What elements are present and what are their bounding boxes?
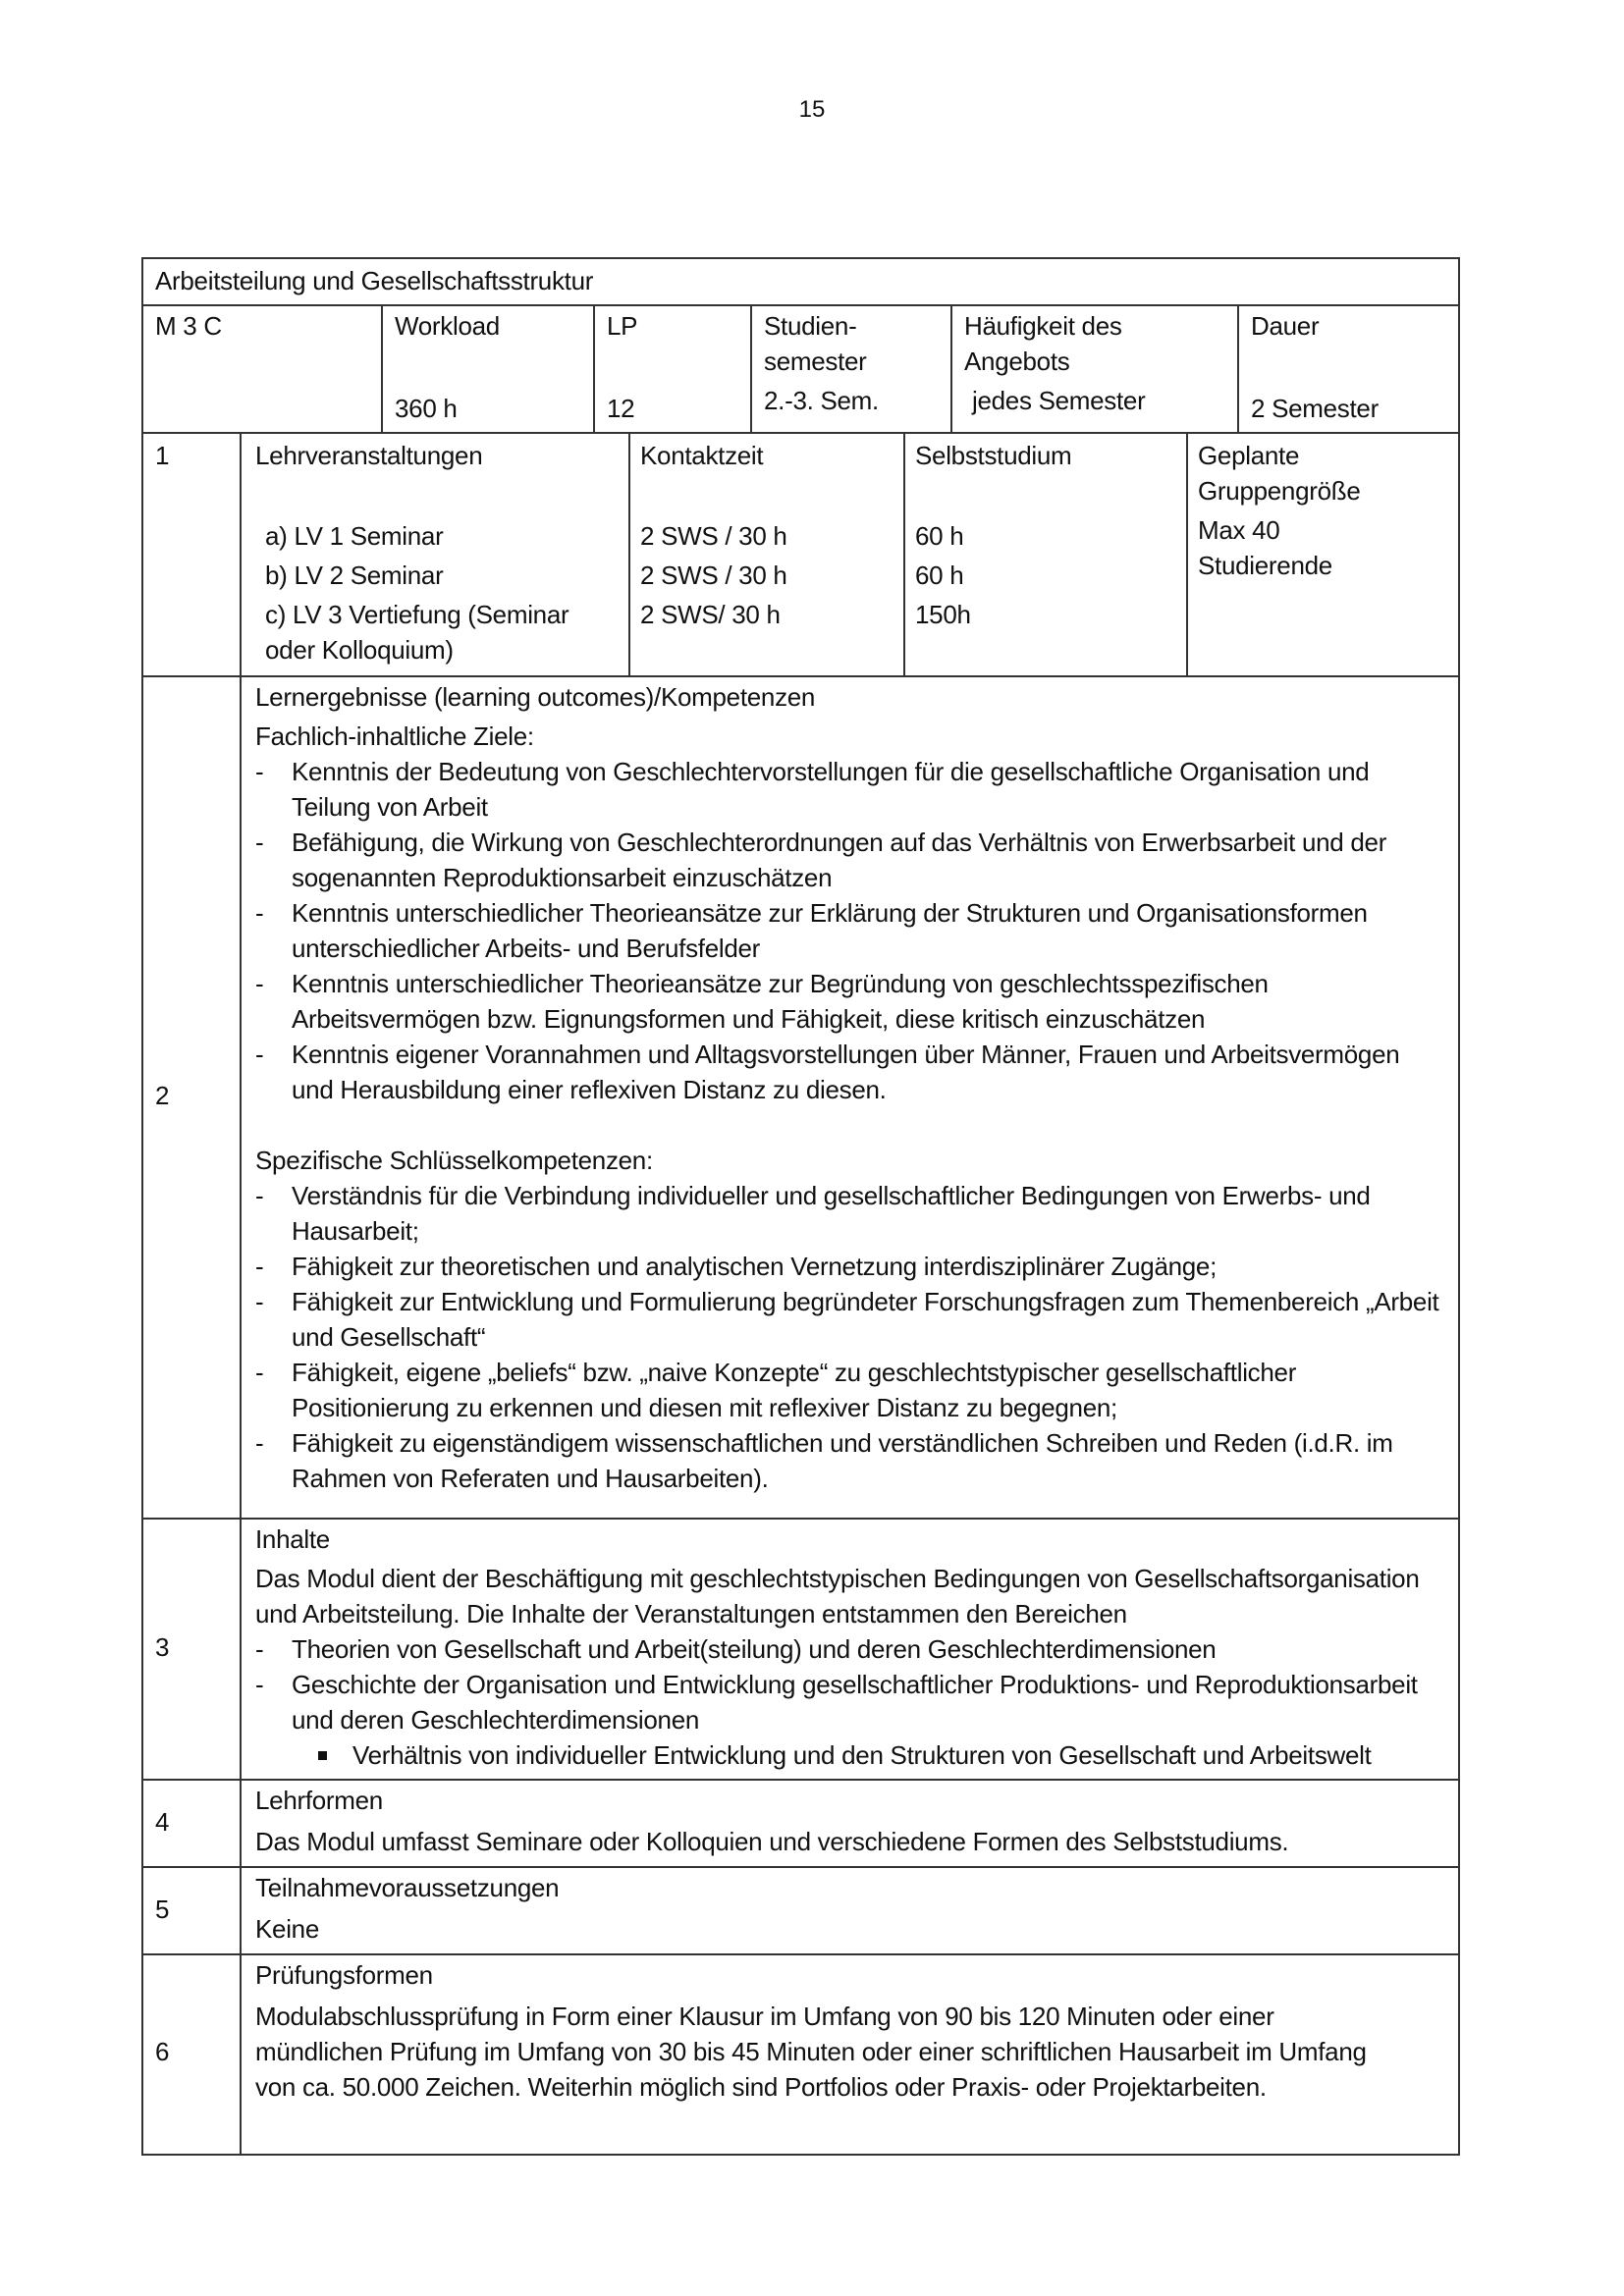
course-item: b) LV 2 Seminar: [265, 561, 444, 590]
section-number: 1: [155, 441, 170, 470]
lp-value: 12: [607, 394, 635, 423]
table-divider: [903, 432, 905, 675]
list-item: - Geschichte der Organisation und Entwicklung gesellschaftlicher Produktions- und Reproduktionsarbeit und deren Geschlechterdimensionen: [255, 1667, 1420, 1737]
section-heading: Lehrformen: [255, 1786, 383, 1815]
course-item: c) LV 3 Vertiefung (Seminar: [265, 600, 569, 629]
table-border: [1458, 257, 1460, 2156]
section-number: 3: [155, 1632, 170, 1662]
contact-label: Kontaktzeit: [640, 441, 764, 470]
semester-value: 2.-3. Sem.: [764, 386, 879, 415]
self-study-label: Selbststudium: [915, 441, 1072, 470]
subheading: Fachlich-inhaltliche Ziele:: [255, 721, 534, 751]
module-table: [141, 257, 1460, 2156]
paragraph: von ca. 50.000 Zeichen. Weiterhin möglich sind Portfolios oder Praxis- oder Projektarbeiten.: [255, 2072, 1267, 2102]
group-size-value: Studierende: [1198, 551, 1332, 580]
paragraph: mündlichen Prüfung im Umfang von 30 bis 45 Minuten oder einer schriftlichen Hausarbeit im Umfang: [255, 2037, 1367, 2066]
table-divider: [240, 432, 242, 2156]
section-number: 5: [155, 1895, 170, 1924]
list-item: - Kenntnis unterschiedlicher Theorieansätze zur Erklärung der Strukturen und Organisationsformen unterschiedlicher Arbeits- und Berufsfelder: [255, 895, 1438, 966]
paragraph: Modulabschlussprüfung in Form einer Klausur im Umfang von 90 bis 120 Minuten oder einer: [255, 2002, 1274, 2031]
table-border: [141, 257, 143, 2156]
contents: [255, 1522, 1420, 1773]
frequency-value: jedes Semester: [972, 386, 1146, 415]
table-divider: [141, 675, 1460, 677]
table-divider: [141, 1779, 1460, 1781]
list-item: - Fähigkeit zur Entwicklung und Formulierung begründeter Forschungsfragen zum Themenbereich „Arbeit und Gesellschaft“: [255, 1284, 1438, 1355]
course-item: a) LV 1 Seminar: [265, 521, 444, 551]
contact-value: 2 SWS/ 30 h: [640, 600, 781, 629]
list-item: - Fähigkeit zu eigenständigem wissenschaftlichen und verständlichen Schreiben und Reden (i.d.R. im Rahmen von Referaten und Hausarbeiten).: [255, 1425, 1438, 1496]
table-divider: [750, 304, 752, 432]
table-divider: [141, 304, 1460, 306]
contact-value: 2 SWS / 30 h: [640, 521, 787, 551]
paragraph: und Arbeitsteilung. Die Inhalte der Veranstaltungen entstammen den Bereichen: [255, 1599, 1127, 1629]
contact-value: 2 SWS / 30 h: [640, 561, 787, 590]
duration-value: 2 Semester: [1251, 394, 1379, 423]
group-size-value: Max 40: [1198, 515, 1280, 545]
list-item: - Befähigung, die Wirkung von Geschlechterordnungen auf das Verhältnis von Erwerbsarbeit und der sogenannten Reproduktionsarbeit einzuschätzen: [255, 825, 1438, 895]
lp-label: LP: [607, 311, 638, 341]
table-border: [141, 2154, 1460, 2156]
section-number: 6: [155, 2037, 170, 2066]
self-study-value: 60 h: [915, 561, 964, 590]
section-heading: Teilnahmevoraussetzungen: [255, 1873, 560, 1902]
list-item: - Kenntnis der Bedeutung von Geschlechtervorstellungen für die gesellschaftliche Organisation und Teilung von Arbeit: [255, 754, 1438, 825]
table-divider: [141, 1866, 1460, 1868]
frequency-label: Häufigkeit des: [964, 311, 1122, 341]
table-divider: [593, 304, 595, 432]
workload-label: Workload: [395, 311, 500, 341]
section-heading: Prüfungsformen: [255, 1960, 433, 1990]
table-divider: [628, 432, 630, 675]
list-item: - Fähigkeit, eigene „beliefs“ bzw. „naive Konzepte“ zu geschlechtstypischer gesellschaftlicher Positionierung zu erkennen und diesen mit reflexiver Distanz zu begegnen;: [255, 1355, 1438, 1425]
exam-forms: [255, 1957, 1367, 2105]
table-divider: [1237, 304, 1239, 432]
table-border: [141, 257, 1460, 259]
table-divider: [141, 1953, 1460, 1955]
duration-label: Dauer: [1251, 311, 1320, 341]
module-title: Arbeitsteilung und Gesellschaftsstruktur: [155, 266, 594, 295]
list-item: - Kenntnis eigener Vorannahmen und Alltagsvorstellungen über Männer, Frauen und Arbeitsvermögen und Herausbildung einer reflexiven Distanz zu diesen.: [255, 1037, 1438, 1107]
paragraph: Das Modul dient der Beschäftigung mit geschlechtstypischen Bedingungen von Gesellschaftsorganisation: [255, 1564, 1420, 1593]
table-divider: [141, 1518, 1460, 1520]
list-item: - Kenntnis unterschiedlicher Theorieansätze zur Begründung von geschlechtsspezifischen Arbeitsvermögen bzw. Eignungsformen und Fähigkeit, diese kritisch einzuschätzen: [255, 966, 1438, 1037]
section-heading: Lernergebnisse (learning outcomes)/Kompetenzen: [255, 682, 816, 712]
course-item: oder Kolloquium): [265, 635, 454, 665]
table-divider: [141, 432, 1460, 434]
self-study-value: 60 h: [915, 521, 964, 551]
table-divider: [950, 304, 952, 432]
semester-label: semester: [764, 347, 867, 376]
module-code: M 3 C: [155, 311, 222, 341]
page-number: 15: [798, 96, 826, 123]
semester-label: Studien-: [764, 311, 857, 341]
list-item: - Theorien von Gesellschaft und Arbeit(steilung) und deren Geschlechterdimensionen: [255, 1631, 1420, 1667]
subheading: Spezifische Schlüsselkompetenzen:: [255, 1146, 653, 1175]
group-size-label: Geplante: [1198, 441, 1300, 470]
paragraph: Das Modul umfasst Seminare oder Kolloquien und verschiedene Formen des Selbststudiums.: [255, 1827, 1289, 1856]
learning-outcomes: [255, 679, 1438, 1496]
group-size-label: Gruppengröße: [1198, 476, 1361, 506]
workload-value: 360 h: [395, 394, 458, 423]
section-number: 2: [155, 1081, 170, 1110]
paragraph: Keine: [255, 1914, 319, 1944]
frequency-label: Angebots: [964, 347, 1070, 376]
self-study-value: 150h: [915, 600, 971, 629]
section-number: 4: [155, 1807, 170, 1837]
list-item: - Verständnis für die Verbindung individueller und gesellschaftlicher Bedingungen von Erwerbs- und Hausarbeit;: [255, 1178, 1438, 1249]
list-item: - Fähigkeit zur theoretischen und analytischen Vernetzung interdisziplinärer Zugänge;: [255, 1249, 1438, 1284]
section-heading: Inhalte: [255, 1524, 330, 1554]
table-divider: [1186, 432, 1188, 675]
courses-label: Lehrveranstaltungen: [255, 441, 483, 470]
bullet-item: Verhältnis von individueller Entwicklung und den Strukturen von Gesellschaft und Arbeitswelt: [255, 1737, 1420, 1773]
table-divider: [381, 304, 383, 432]
